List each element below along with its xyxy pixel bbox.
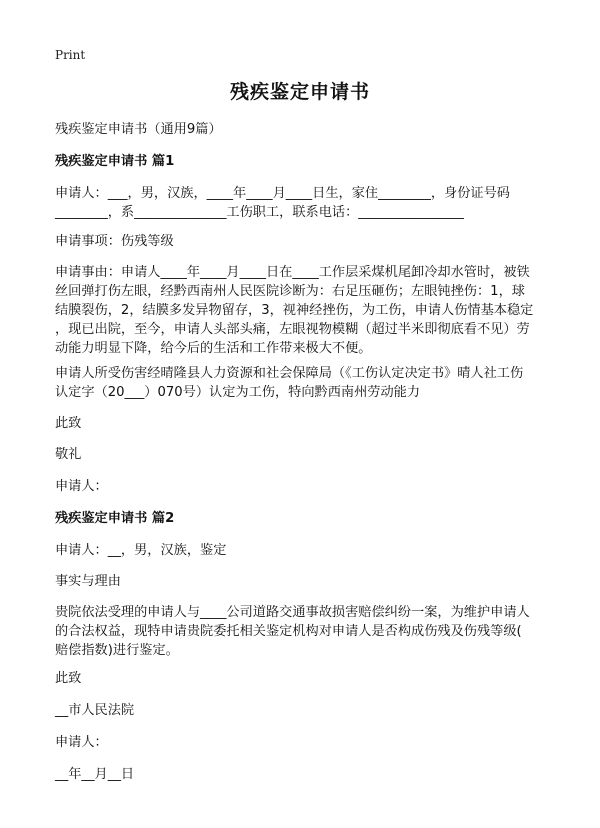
court-name: __市人民法院	[55, 703, 135, 718]
application-reason-block	[55, 263, 555, 358]
applicant-line: 申请人：___，男，汉族，____年____月____日生，家住________，身份证号码	[55, 186, 510, 201]
basis-line: 认定字（20___）070号）认定为工伤，特向黔西南州劳动能力	[55, 385, 421, 400]
closing-regards: 敬礼	[55, 447, 82, 462]
injury-basis-block	[55, 364, 555, 402]
reason-line: ，现已出院，至今，申请人头部头痛，左眼视物模糊（超过半米即彻底看不见）劳	[55, 322, 530, 337]
application-matter: 申请事项：伤残等级	[55, 234, 174, 249]
document-subtitle: 残疾鉴定申请书（通用9篇）	[55, 122, 222, 137]
applicant-signature: 申请人：	[55, 479, 108, 494]
applicant-info-block	[55, 184, 555, 222]
request-body-block	[55, 603, 555, 660]
closing-salutation-2: 此致	[55, 671, 82, 686]
body-line: 的合法权益，现特申请贵院委托相关鉴定机构对申请人是否构成伤残及伤残等级(	[55, 624, 522, 639]
reason-line: 动能力明显下降，给今后的生活和工作带来极大不便。	[55, 341, 372, 356]
applicant-info-2: 申请人：__，男，汉族，鉴定	[55, 543, 227, 558]
facts-label: 事实与理由	[55, 574, 121, 589]
print-link[interactable]: Print	[55, 48, 86, 62]
applicant-signature-2: 申请人：	[55, 735, 108, 750]
basis-line: 申请人所受伤害经晴隆县人力资源和社会保障局（《工伤认定决定书》晴人社工伤	[55, 366, 524, 381]
reason-line: 丝回弹打伤左眼，经黔西南州人民医院诊断为：右足压砸伤；左眼钝挫伤：1，球	[55, 284, 525, 299]
signature-date: __年__月__日	[55, 767, 135, 782]
applicant-line: ________，系______________工伤职工，联系电话：________________	[55, 205, 464, 220]
body-line: 赔偿指数)进行鉴定。	[55, 643, 179, 658]
reason-line: 结膜裂伤，2，结膜多发异物留存，3，视神经挫伤，为工伤，申请人伤情基本稳定	[55, 303, 534, 318]
body-line: 贵院依法受理的申请人与____公司道路交通事故损害赔偿纠纷一案，为维护申请人	[55, 605, 530, 620]
section-heading-2: 残疾鉴定申请书 篇2	[55, 511, 175, 526]
closing-salutation: 此致	[55, 416, 82, 431]
section-heading-1: 残疾鉴定申请书 篇1	[55, 154, 175, 169]
page-title: 残疾鉴定申请书	[229, 81, 370, 103]
reason-line: 申请事由：申请人____年____月____日在____工作层采煤机尾卸冷却水管时，被铁	[55, 265, 530, 280]
